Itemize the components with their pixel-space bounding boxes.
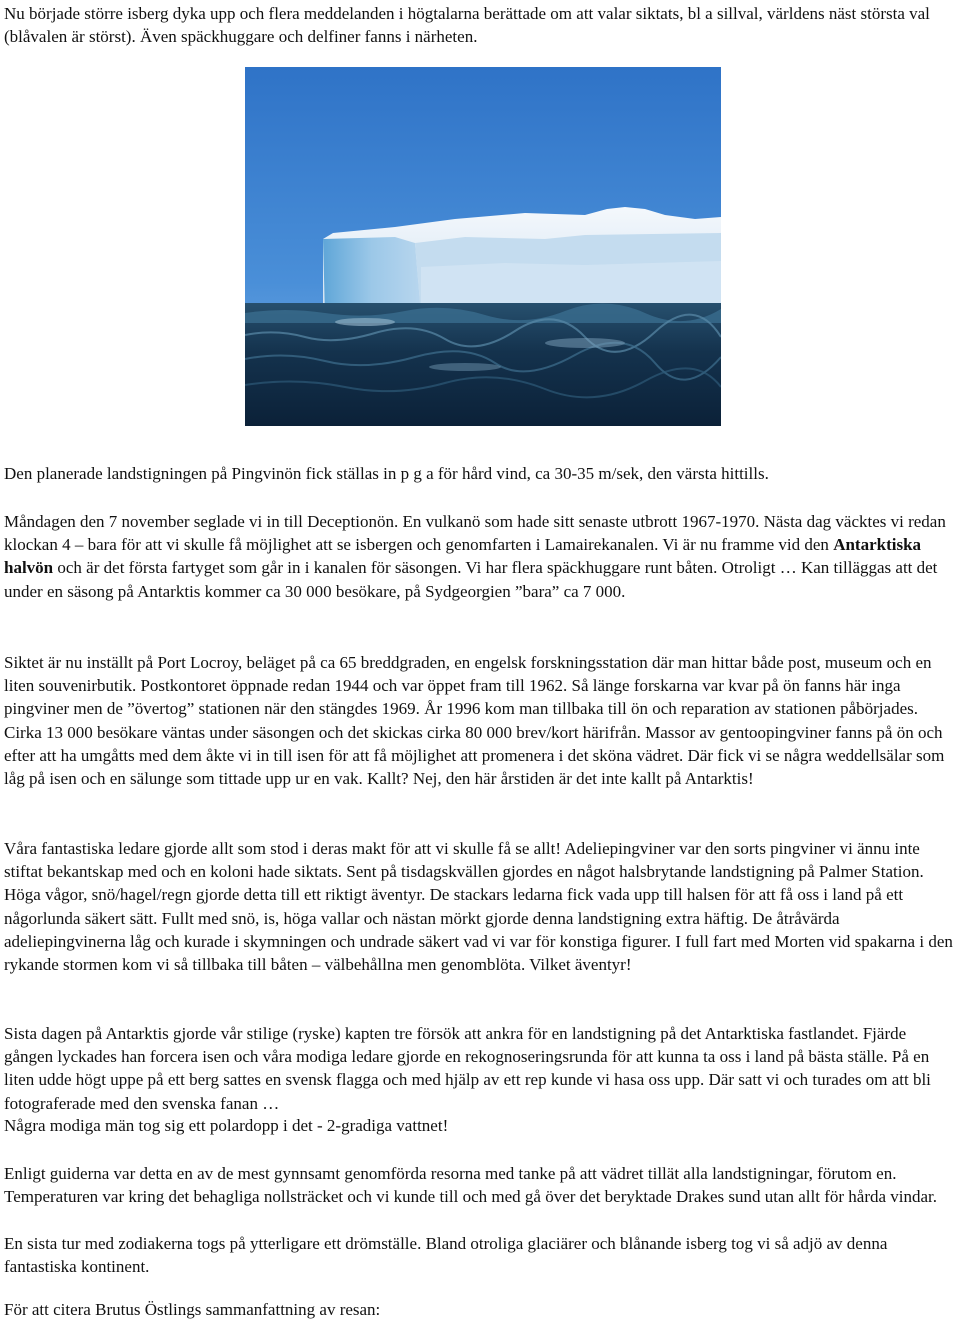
- paragraph-last-day: Sista dagen på Antarktis gjorde vår stilige (ryske) kapten tre försök att ankra för en landstigning på det Antarktiska fastlandet. Fjärde gången lyckades han forcera isen och våra modiga ledare gjorde en rekognoseringsrunda för att kunna ta oss i land på bästa ställe. På en liten udde högt uppe på ett berg sattes en svensk flagga och med hjälp av ett rep kunde vi hasa oss upp. Där satt vi och turades om att bli fotograferade med den svenska fanan …: [4, 1024, 931, 1113]
- paragraph-farewell: En sista tur med zodiakerna togs på ytterligare ett drömställe. Bland otroliga glaciärer och blånande isberg tog vi så adjö av denna fantastiska kontinent.: [4, 1234, 888, 1277]
- paragraph-quote-intro: För att citera Brutus Östlings sammanfattning av resan:: [4, 1300, 381, 1319]
- paragraph-deception-island: [4, 510, 954, 603]
- paragraph-guides: Enligt guiderna var detta en av de mest gynnsamt genomförda resorna med tanke på att vädret tillät alla landstigningar, förutom en. Temperaturen var kring det behagliga nollsträcket och vi kunde till och med gå över det beryktade Drakes sund utan allt för hårda vindar.: [4, 1164, 938, 1207]
- paragraph-penguin-island: Den planerade landstigningen på Pingvinön fick ställas in p g a för hård vind, ca 30-35 m/sek, den värsta hittills.: [4, 464, 769, 483]
- iceberg-photo: [245, 67, 721, 426]
- paragraph-polar-dip: Några modiga män tog sig ett polardopp i det - 2-gradiga vattnet!: [4, 1116, 449, 1135]
- antarctic-peninsula-bold: Antarktiska halvön: [4, 535, 922, 578]
- paragraph-whales: Nu började större isberg dyka upp och flera meddelanden i högtalarna berättade om att valar siktats, bl a sillval, världens näst största val (blåvalen är störst). Även späckhuggare och delfiner fanns i närheten.: [4, 4, 930, 47]
- paragraph-deception-text-a: Måndagen den 7 november seglade vi in till Deceptionön. En vulkanö som hade sitt senaste utbrott 1967-1970. Nästa dag väcktes vi redan klockan 4 – bara för att vi skulle få möjlighet att se isbergen och genomfarten i Lamairekanalen. Vi är nu framme vid den: [4, 512, 946, 555]
- paragraph-deception-text-b: och är det första fartyget som går in i kanalen för säsongen. Vi har flera späckhuggare runt båten. Otroligt … Kan tilläggas att det under en säsong på Antarktis kommer ca 30 000 besökare, på Sydgeorgien ”bara” ca 7 000.: [4, 558, 938, 601]
- paragraph-palmer-station: Våra fantastiska ledare gjorde allt som stod i deras makt för att vi skulle få se allt! Adeliepingviner var den sorts pingviner vi ännu inte stiftat bekantskap med och en koloni hade siktats. Sent på tisdagskvällen gjordes en något halsbrytande landstigning på Palmer Station. Höga vågor, snö/hagel/regn gjorde detta till ett riktigt äventyr. De stackars ledarna fick vada upp till halsen för att få oss i land på ett någorlunda säkert sätt. Fullt med snö, is, höga vallar och nästan mörkt gjorde denna landstigning extra häftig. De åtråvärda adeliepingvinerna låg och kurade i skymningen och undrade säkert vad vi var för konstiga figurer. I full fart med Morten vid spakarna i den rykande stormen kom vi så tillbaka till båten – välbehållna men genomblöta. Vilket äventyr!: [4, 839, 953, 975]
- paragraph-port-lockroy: Siktet är nu inställt på Port Locroy, beläget på ca 65 breddgraden, en engelsk forskningsstation där man hittar både post, museum och en liten souvenirbutik. Postkontoret öppnade redan 1944 och var öppet fram till 1962. Så länge forskarna var kvar på ön fanns här inga pingviner men de ”övertog” stationen när den stängdes 1969. År 1996 kom man tillbaka till ön och reparation av stationen påbörjades. Cirka 13 000 besökare väntas under säsongen och det skickas cirka 80 000 brev/kort härifrån. Massor av gentoopingviner fanns på ön och efter att ha umgåtts med dem åkte vi in till isen för att få möjlighet att promenera i det sköna vädret. Där fick vi se några weddellsälar som låg på isen och en sälunge som tittade upp ur en vak. Kallt? Nej, den här årstiden är det inte kallt på Antarktis!: [4, 653, 945, 789]
